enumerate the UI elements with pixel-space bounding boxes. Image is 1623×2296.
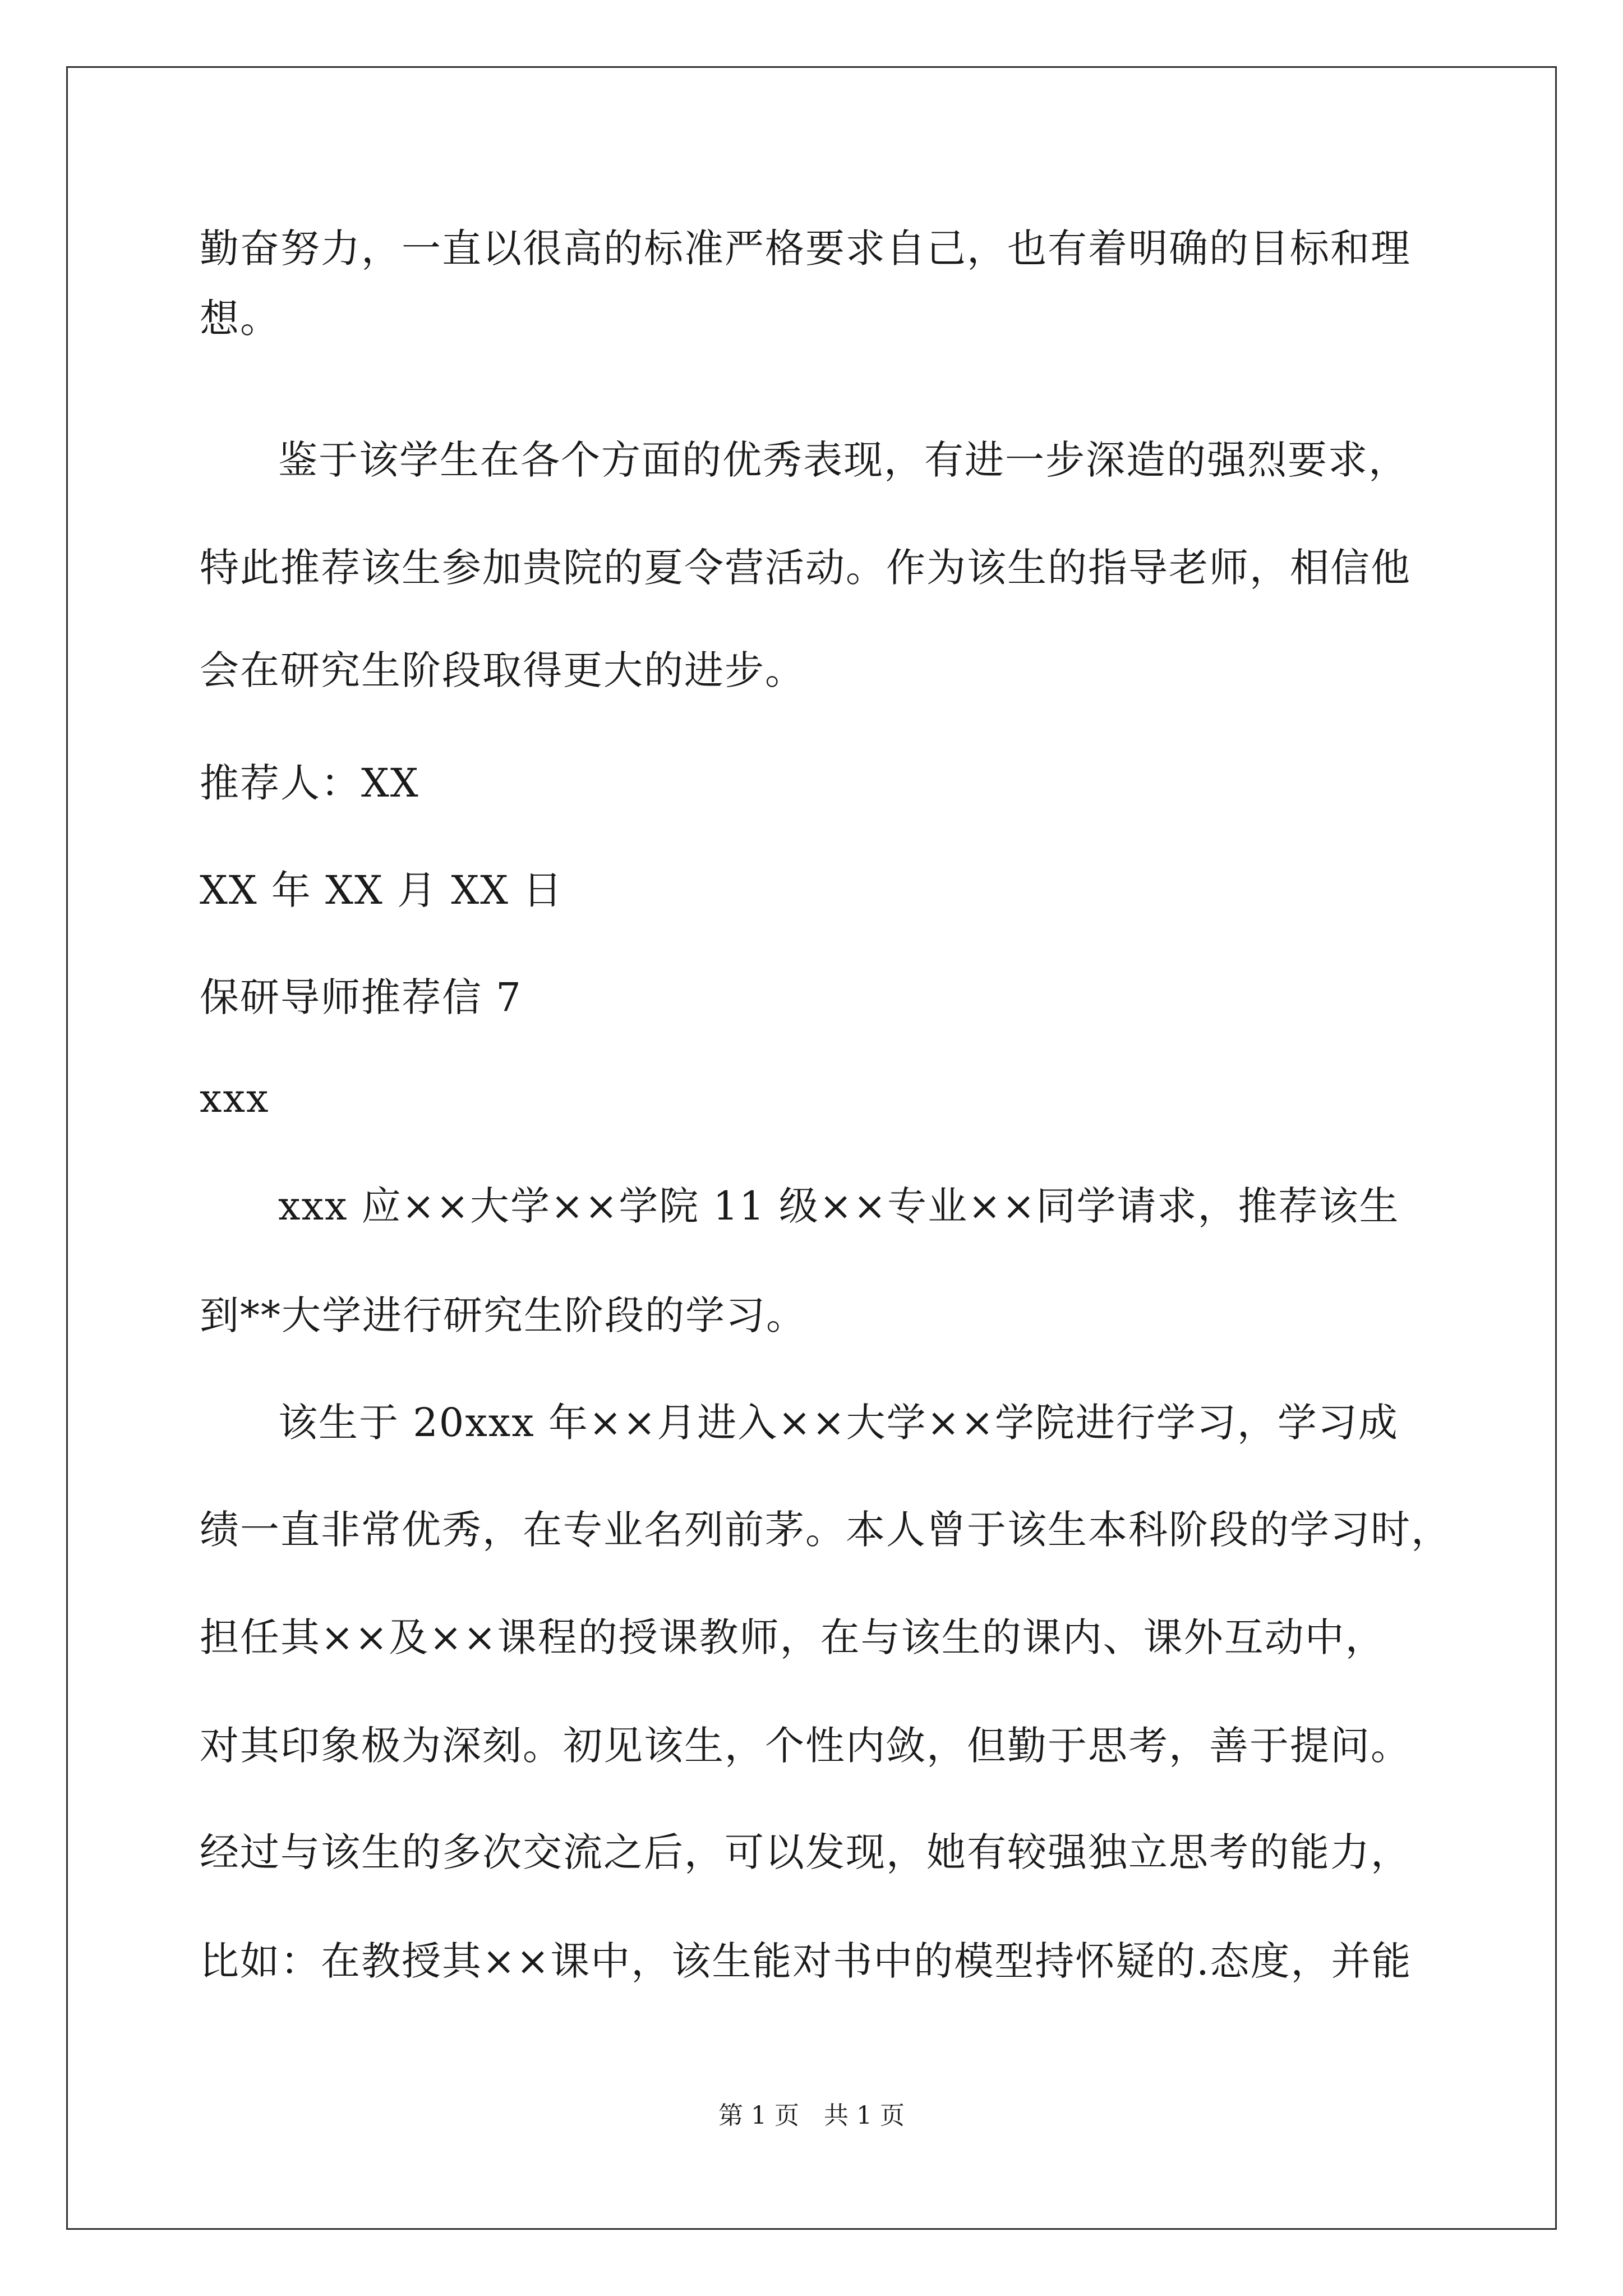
- page-border: [66, 66, 1557, 2230]
- paragraph-line: 该生于 20xxx 年××月进入××大学××学院进行学习，学习成: [278, 1400, 1399, 1446]
- paragraph-line: 绩一直非常优秀，在专业名列前茅。本人曾于该生本科阶段的学习时，: [200, 1507, 1451, 1553]
- paragraph-line: xxx 应××大学××学院 11 级××专业××同学请求，推荐该生: [278, 1183, 1400, 1229]
- paragraph-line: 到**大学进行研究生阶段的学习。: [200, 1292, 806, 1338]
- paragraph-line: 担任其××及××课程的授课教师，在与该生的课内、课外互动中，: [200, 1614, 1386, 1660]
- page-footer: 第 1 页 共 1 页: [718, 2101, 905, 2130]
- paragraph-line: 鉴于该学生在各个方面的优秀表现，有进一步深造的强烈要求，: [278, 437, 1409, 483]
- paragraph-line: 勤奋努力，一直以很高的标准严格要求自己，也有着明确的目标和理: [200, 226, 1411, 272]
- paragraph-line: 特此推荐该生参加贵院的夏令营活动。作为该生的指导老师，相信他: [200, 545, 1411, 591]
- paragraph-line: 比如：在教授其××课中，该生能对书中的模型持怀疑的.态度，并能: [200, 1938, 1412, 1984]
- paragraph-line: 想。: [200, 296, 280, 342]
- paragraph-line: 对其印象极为深刻。初见该生，个性内敛，但勤于思考，善于提问。: [200, 1723, 1411, 1769]
- recommender-line: 推荐人：XX: [200, 760, 419, 806]
- paragraph-line: 经过与该生的多次交流之后，可以发现，她有较强独立思考的能力，: [200, 1829, 1411, 1875]
- date-line: XX 年 XX 月 XX 日: [200, 867, 564, 913]
- salutation: xxx: [200, 1075, 270, 1121]
- letter-title: 保研导师推荐信 7: [200, 974, 522, 1020]
- paragraph-line: 会在研究生阶段取得更大的进步。: [200, 647, 805, 693]
